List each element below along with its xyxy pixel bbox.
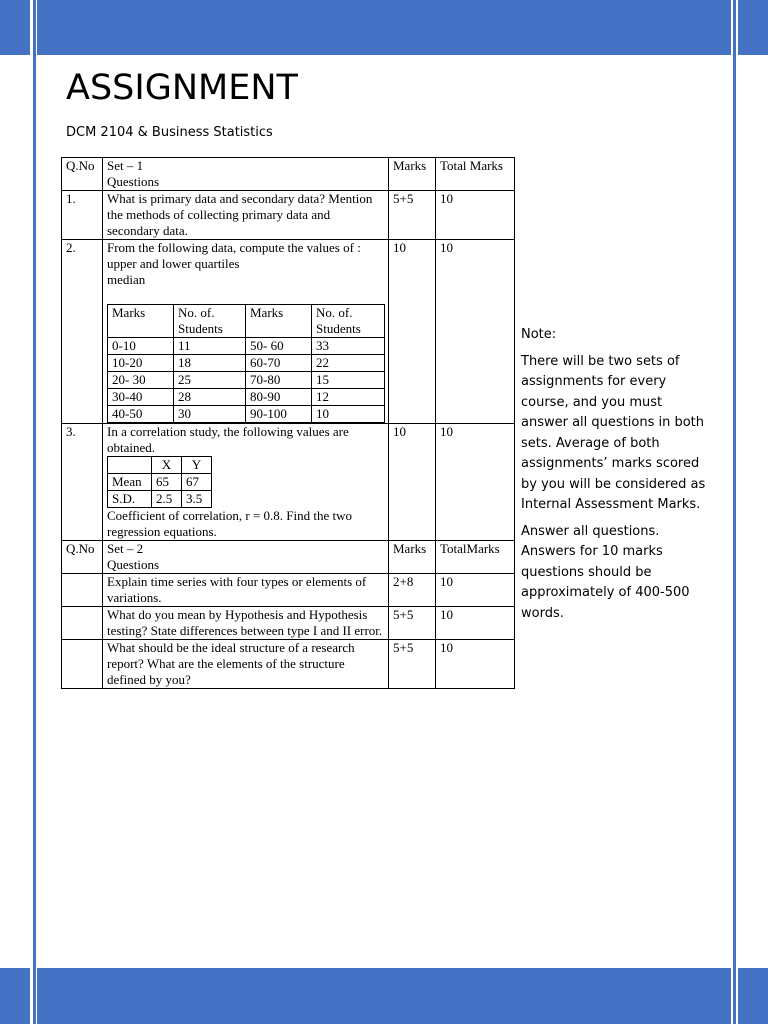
- correlation-header: Y: [182, 457, 212, 474]
- right-border-line: [733, 0, 736, 1024]
- course-subtitle: DCM 2104 & Business Statistics: [66, 125, 273, 140]
- question-row: [62, 191, 515, 240]
- correlation-header: X: [152, 457, 182, 474]
- marks-header: Marks: [389, 541, 436, 574]
- questions-label: Questions: [107, 174, 159, 189]
- question-row: [62, 240, 515, 424]
- question-marks: 2+8: [389, 574, 436, 607]
- question-text: What should be the ideal structure of a research report? What are the elements of the structure defined by you?: [103, 640, 389, 689]
- frequency-cell: 50- 60: [246, 338, 312, 355]
- assignment-table: [61, 157, 515, 689]
- question-text: From the following data, compute the values of :: [107, 240, 361, 255]
- question-marks: 10: [389, 424, 436, 541]
- frequency-cell: 33: [312, 338, 385, 355]
- frequency-row: [108, 406, 385, 423]
- top-left-band: [0, 0, 30, 55]
- question-text: What do you mean by Hypothesis and Hypothesis testing? State differences between type I and II error.: [103, 607, 389, 640]
- note-panel: [521, 325, 711, 630]
- frequency-cell: 40-50: [108, 406, 174, 423]
- frequency-cell: 10-20: [108, 355, 174, 372]
- question-cell: [103, 240, 389, 424]
- question-number: 3.: [62, 424, 103, 541]
- question-total: 10: [436, 191, 515, 240]
- page-title: ASSIGNMENT: [66, 68, 298, 108]
- marks-header: Marks: [389, 158, 436, 191]
- question-row: [62, 574, 515, 607]
- question-text: What is primary data and secondary data? Mention the methods of collecting primary data and secondary data.: [103, 191, 389, 240]
- frequency-cell: 11: [174, 338, 246, 355]
- question-number: [62, 640, 103, 689]
- question-marks: 5+5: [389, 607, 436, 640]
- questions-label: Questions: [107, 557, 159, 572]
- qno-header: Q.No: [62, 541, 103, 574]
- correlation-cell: 67: [182, 474, 212, 491]
- correlation-cell: Mean: [108, 474, 152, 491]
- question-marks: 10: [389, 240, 436, 424]
- top-right-band: [738, 0, 768, 55]
- frequency-cell: 60-70: [246, 355, 312, 372]
- bottom-right-band: [738, 968, 768, 1024]
- frequency-cell: 12: [312, 389, 385, 406]
- frequency-cell: 25: [174, 372, 246, 389]
- question-total: 10: [436, 607, 515, 640]
- set-label: Set – 2: [107, 541, 144, 556]
- total-header: TotalMarks: [436, 541, 515, 574]
- set-header-cell: [103, 158, 389, 191]
- frequency-header: No. of. Students: [312, 305, 385, 338]
- frequency-cell: 30-40: [108, 389, 174, 406]
- frequency-cell: 30: [174, 406, 246, 423]
- question-text: Coefficient of correlation, r = 0.8. Find the two regression equations.: [107, 508, 353, 539]
- top-band: [37, 0, 731, 55]
- frequency-cell: 80-90: [246, 389, 312, 406]
- correlation-table: [107, 456, 212, 508]
- frequency-cell: 20- 30: [108, 372, 174, 389]
- frequency-cell: 90-100: [246, 406, 312, 423]
- frequency-cell: 0-10: [108, 338, 174, 355]
- frequency-cell: 10: [312, 406, 385, 423]
- question-total: 10: [436, 424, 515, 541]
- set1-header-row: [62, 158, 515, 191]
- question-number: [62, 574, 103, 607]
- bottom-left-band: [0, 968, 30, 1024]
- frequency-cell: 15: [312, 372, 385, 389]
- question-row: [62, 607, 515, 640]
- frequency-table: [107, 304, 385, 423]
- frequency-row: [108, 338, 385, 355]
- frequency-header-row: [108, 305, 385, 338]
- left-border-line: [33, 0, 36, 1024]
- question-text: Explain time series with four types or elements of variations.: [103, 574, 389, 607]
- question-total: 10: [436, 574, 515, 607]
- question-number: 2.: [62, 240, 103, 424]
- question-row: [62, 640, 515, 689]
- correlation-cell: 3.5: [182, 491, 212, 508]
- frequency-header: Marks: [108, 305, 174, 338]
- bottom-band: [37, 968, 731, 1024]
- question-marks: 5+5: [389, 640, 436, 689]
- correlation-row: [108, 474, 212, 491]
- total-header: Total Marks: [436, 158, 515, 191]
- qno-header: Q.No: [62, 158, 103, 191]
- set-header-cell: [103, 541, 389, 574]
- correlation-cell: 2.5: [152, 491, 182, 508]
- question-total: 10: [436, 640, 515, 689]
- frequency-header: Marks: [246, 305, 312, 338]
- question-number: 1.: [62, 191, 103, 240]
- frequency-cell: 18: [174, 355, 246, 372]
- correlation-header-row: [108, 457, 212, 474]
- set2-header-row: [62, 541, 515, 574]
- note-heading: Note:: [521, 327, 557, 342]
- frequency-row: [108, 372, 385, 389]
- correlation-row: [108, 491, 212, 508]
- question-text: median: [107, 272, 146, 287]
- note-paragraph: There will be two sets of assignments for every course, and you must answer all questions in both sets. Average of both assignments’ marks scored by you will be considered as Internal Assessment Marks.: [521, 353, 706, 512]
- frequency-cell: 28: [174, 389, 246, 406]
- question-cell: [103, 424, 389, 541]
- question-text: upper and lower quartiles: [107, 256, 240, 271]
- question-row: [62, 424, 515, 541]
- note-paragraph: Answer all questions. Answers for 10 marks questions should be approximately of 400-500 words.: [521, 523, 690, 621]
- frequency-cell: 22: [312, 355, 385, 372]
- frequency-row: [108, 389, 385, 406]
- correlation-header: [108, 457, 152, 474]
- set-label: Set – 1: [107, 158, 144, 173]
- question-total: 10: [436, 240, 515, 424]
- frequency-header: No. of. Students: [174, 305, 246, 338]
- frequency-cell: 70-80: [246, 372, 312, 389]
- correlation-cell: S.D.: [108, 491, 152, 508]
- question-marks: 5+5: [389, 191, 436, 240]
- question-text: In a correlation study, the following values are obtained.: [107, 424, 349, 455]
- frequency-row: [108, 355, 385, 372]
- correlation-cell: 65: [152, 474, 182, 491]
- question-number: [62, 607, 103, 640]
